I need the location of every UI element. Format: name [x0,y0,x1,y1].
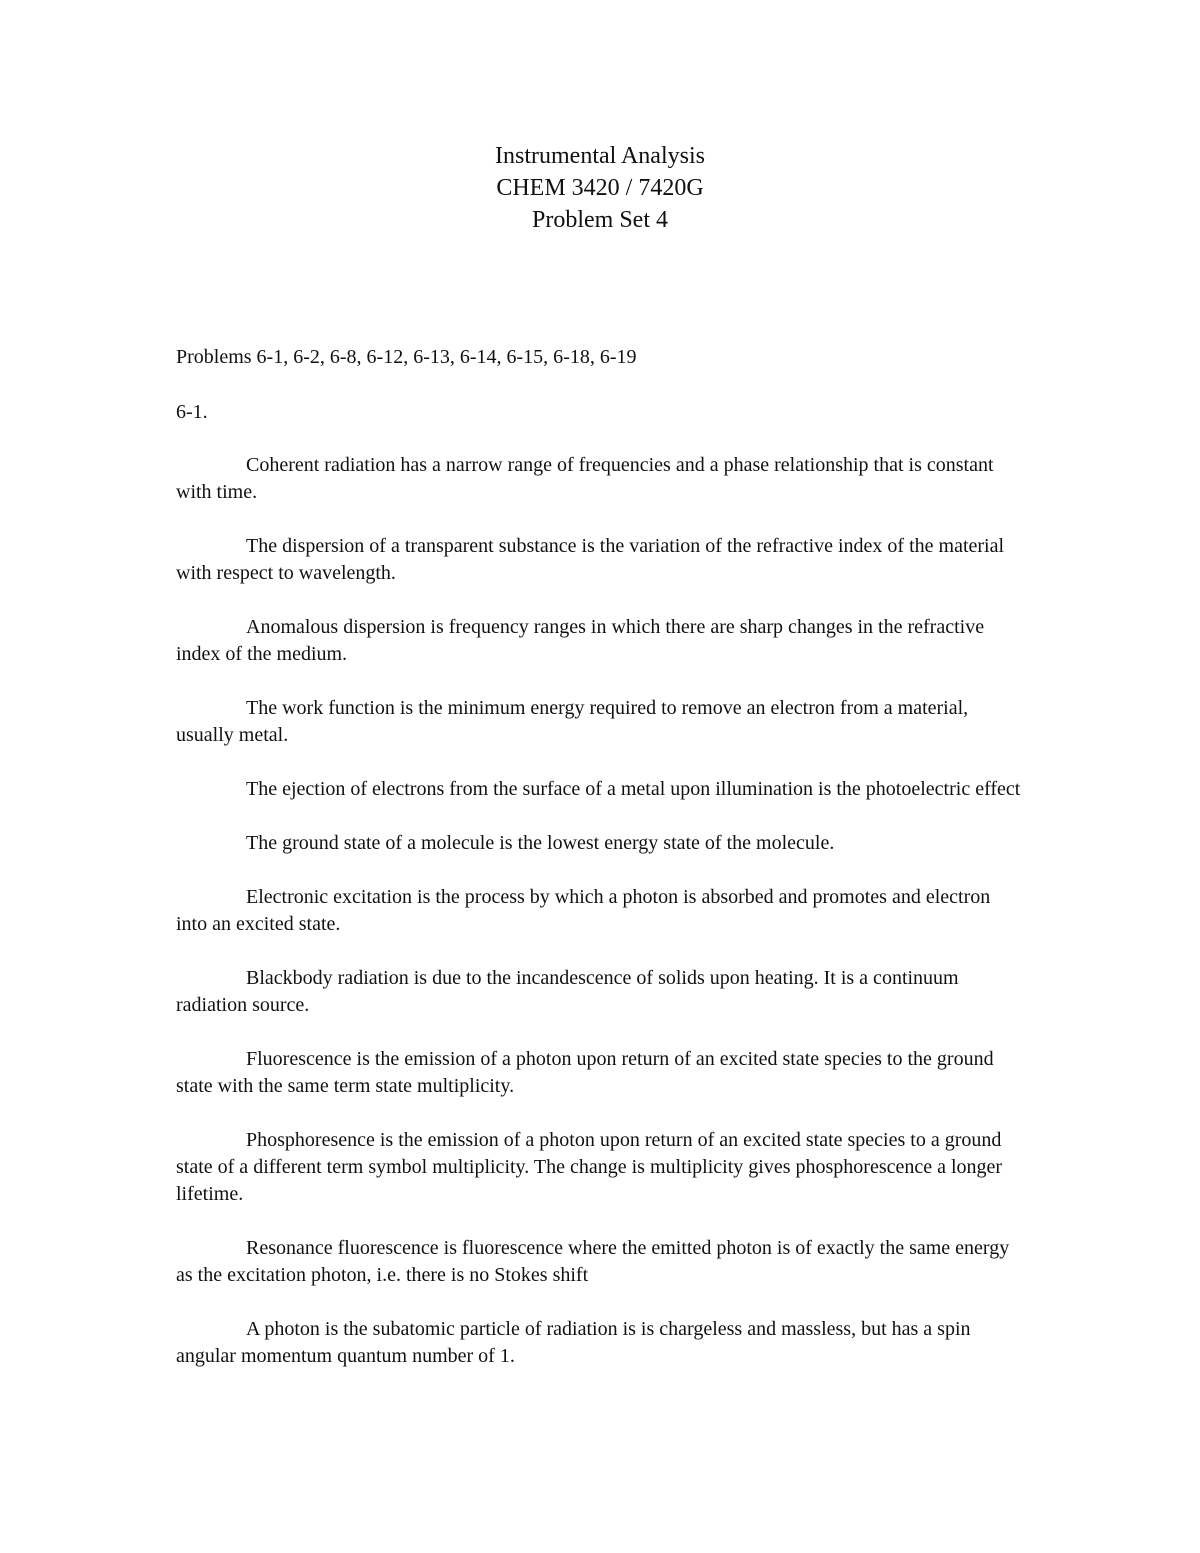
problem-set-title: Problem Set 4 [532,207,668,233]
definition-paragraph-photoelectric-effect: The ejection of electrons from the surface of a metal upon illumination is the photoelectric effect [246,778,1021,800]
definition-paragraph-coherent-radiation: Coherent radiation has a narrow range of frequencies and a phase relationship that is constant with time. [176,454,994,503]
definition-paragraph-blackbody-radiation: Blackbody radiation is due to the incandescence of solids upon heating. It is a continuum radiation source. [176,967,959,1016]
document-title: Instrumental Analysis [495,143,705,169]
definition-paragraph-dispersion: The dispersion of a transparent substance is the variation of the refractive index of the material with respect to wavelength. [176,535,1005,584]
definition-paragraph-phosphorescence: Phosphoresence is the emission of a photon upon return of an excited state species to a ground state of a different term symbol multiplicity. The change is multiplicity gives phosphorescence a longer lifetime. [176,1129,1003,1205]
document-body [176,344,1026,1397]
document-header [0,140,1200,236]
definition-paragraph-photon: A photon is the subatomic particle of radiation is is chargeless and massless, but has a spin angular momentum quantum number of 1. [176,1318,971,1367]
definition-paragraph-fluorescence: Fluorescence is the emission of a photon upon return of an excited state species to the ground state with the same term state multiplicity. [176,1048,994,1097]
problems-list: Problems 6-1, 6-2, 6-8, 6-12, 6-13, 6-14, 6-15, 6-18, 6-19 [176,346,637,368]
course-code: CHEM 3420 / 7420G [496,175,704,201]
definition-paragraph-resonance-fluorescence: Resonance fluorescence is fluorescence where the emitted photon is of exactly the same energy as the excitation photon, i.e. there is no Stokes shift [176,1237,1010,1286]
definition-paragraph-ground-state: The ground state of a molecule is the lowest energy state of the molecule. [246,832,835,854]
definition-paragraph-work-function: The work function is the minimum energy required to remove an electron from a material, usually metal. [176,697,969,746]
section-label: 6-1. [176,401,208,423]
definition-paragraph-electronic-excitation: Electronic excitation is the process by which a photon is absorbed and promotes and electron into an excited state. [176,886,991,935]
definition-paragraph-anomalous-dispersion: Anomalous dispersion is frequency ranges in which there are sharp changes in the refractive index of the medium. [176,616,985,665]
